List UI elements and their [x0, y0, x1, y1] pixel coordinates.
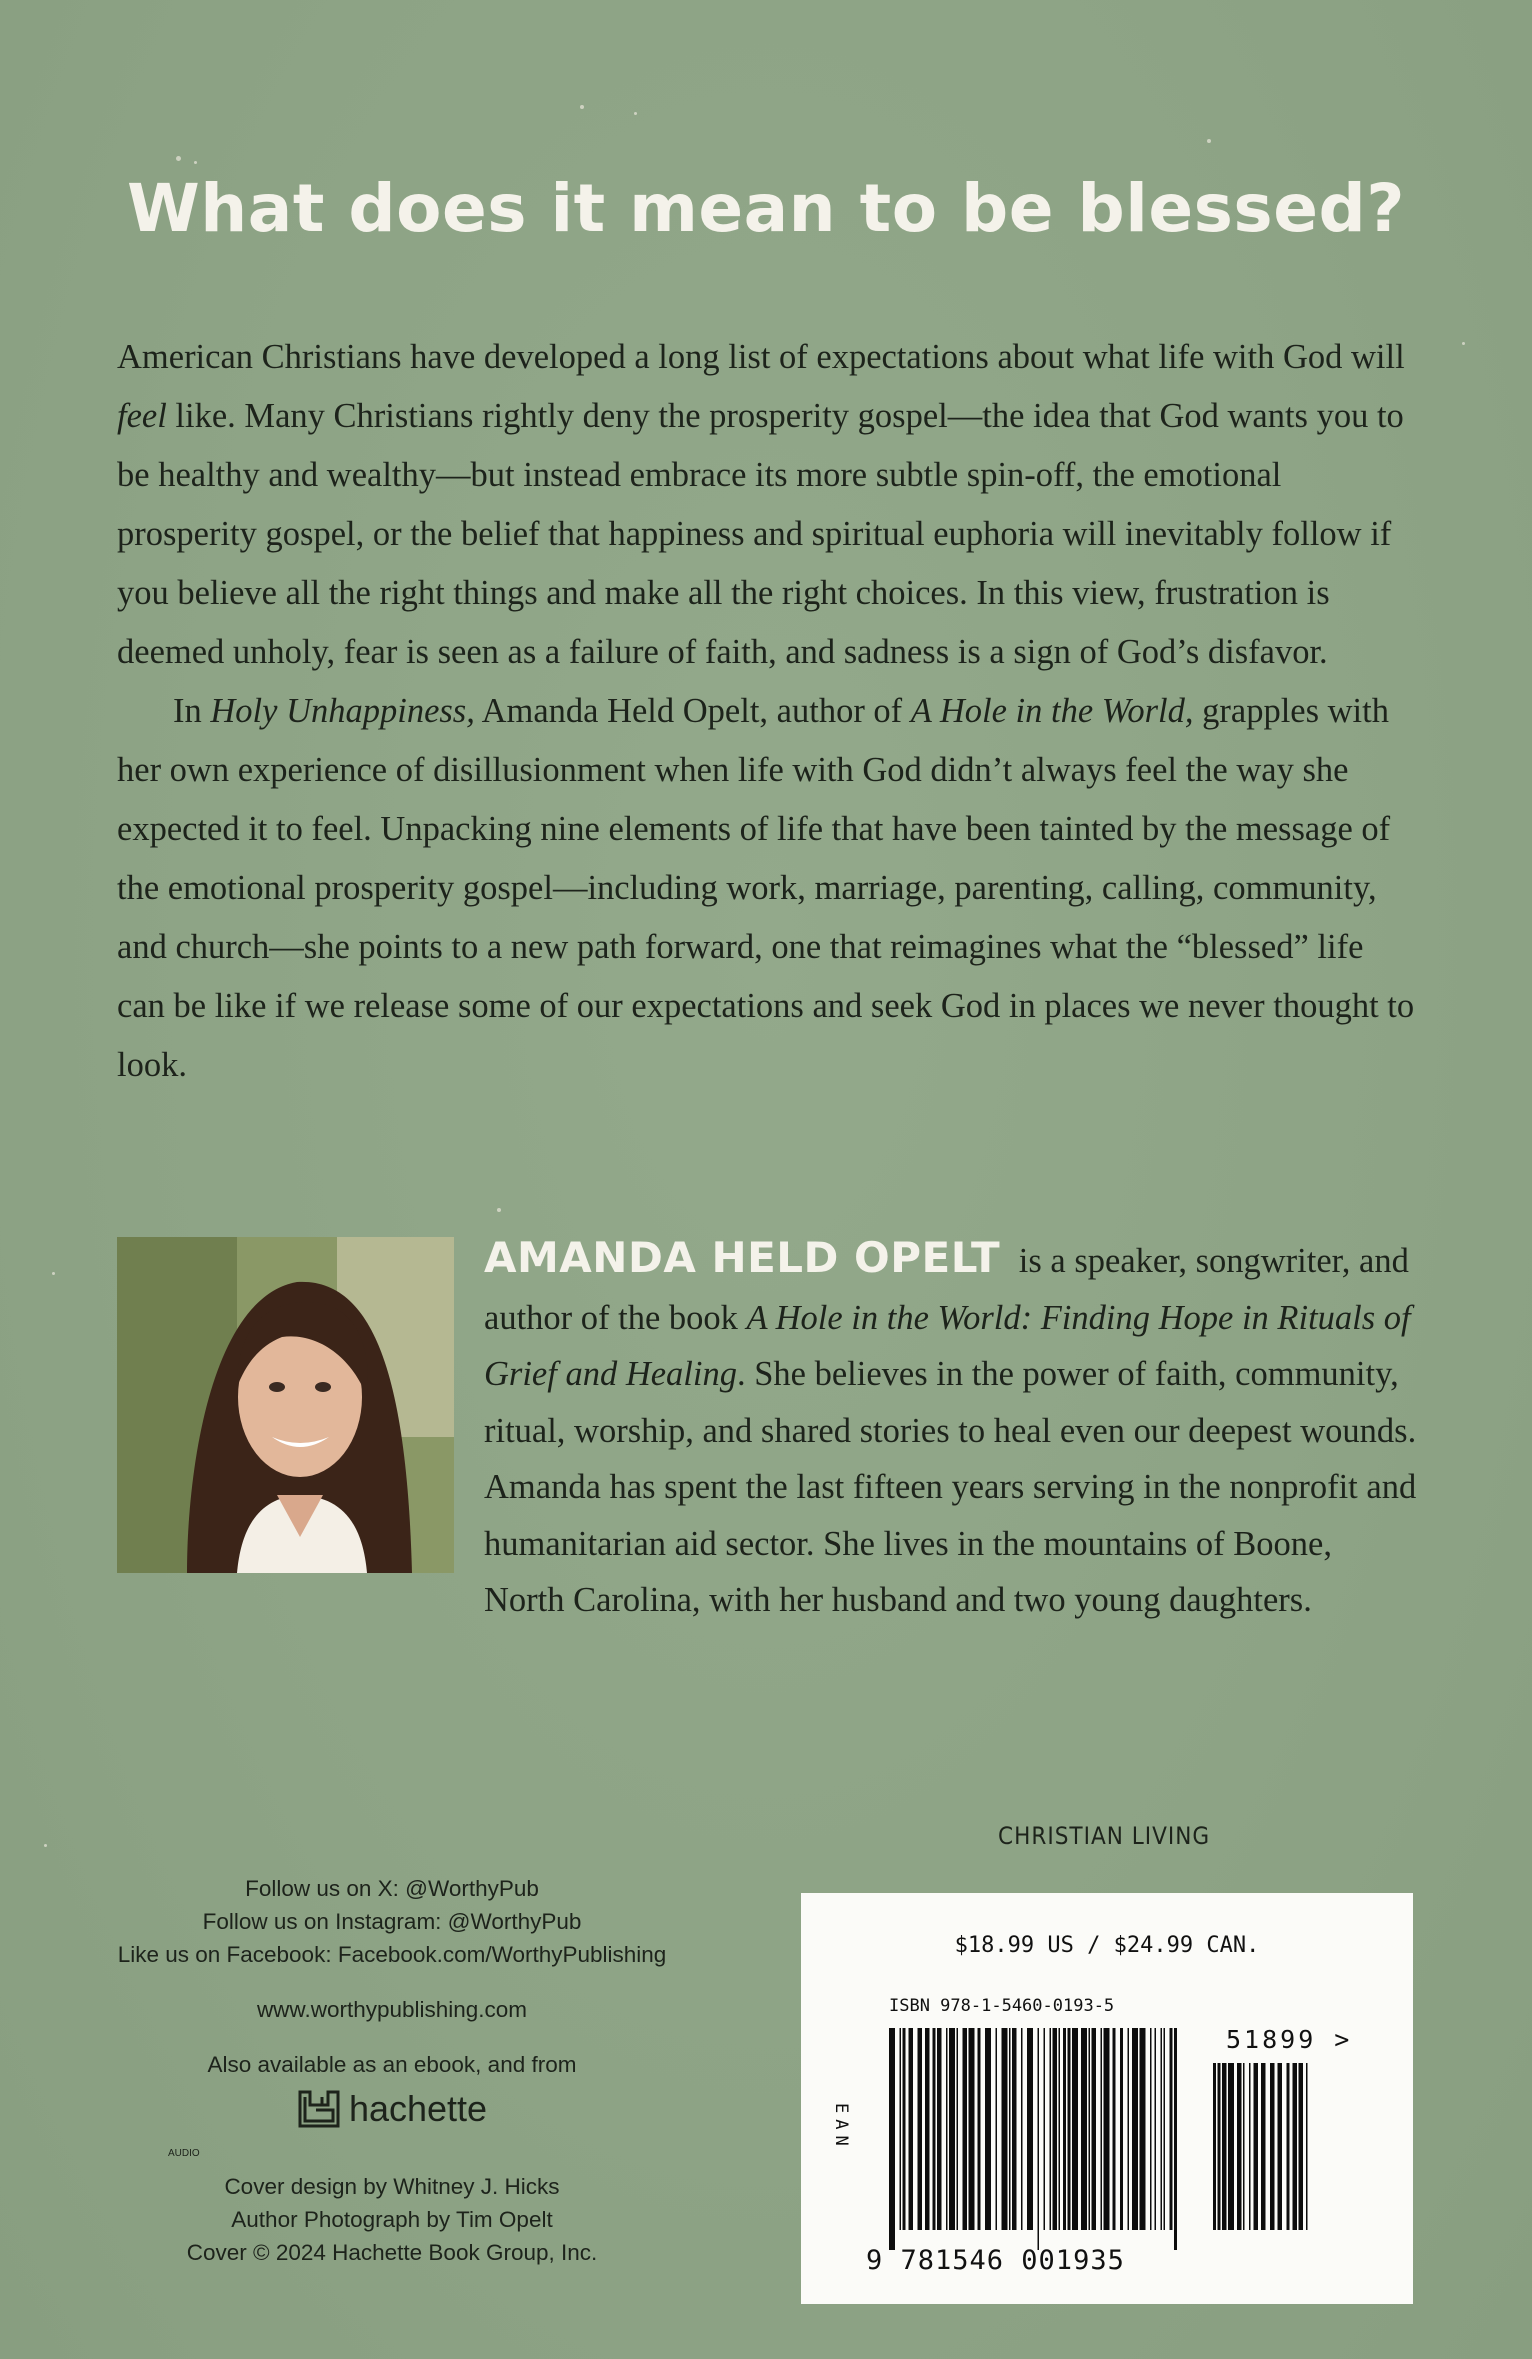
price: $18.99 US / $24.99 CAN.	[954, 1933, 1260, 1958]
barcode-bar	[1009, 2028, 1011, 2230]
barcode-bar	[1170, 2028, 1173, 2230]
also-available: Also available as an ebook, and from	[207, 2052, 577, 2077]
barcode-bar	[1254, 2063, 1259, 2230]
barcode-bar	[1120, 2028, 1123, 2230]
hachette-logo-icon	[297, 2089, 341, 2129]
barcode-bar	[946, 2028, 948, 2230]
barcode-bar	[1237, 2063, 1242, 2230]
description-paragraph-2	[117, 682, 1417, 1095]
barcode-bar	[1299, 2063, 1304, 2230]
barcode-bar	[996, 2028, 998, 2230]
barcode-bar	[1228, 2063, 1234, 2230]
bio-text: is a speaker, songwriter, and author of the book	[484, 1242, 1409, 1337]
author-name: AMANDA HELD OPELT	[484, 1233, 1001, 1282]
hachette-wordmark: hachette	[348, 2088, 488, 2129]
dust-speck	[176, 156, 181, 161]
barcode-bar	[1132, 2028, 1138, 2230]
description-text: In	[173, 692, 211, 730]
barcode-bar	[1038, 2028, 1040, 2250]
barcode-bar	[900, 2028, 902, 2230]
barcode-bar	[918, 2028, 923, 2230]
barcode-bar	[1174, 2028, 1177, 2250]
dust-speck	[1462, 342, 1465, 345]
barcode-bar	[1113, 2028, 1116, 2230]
barcode-bar	[985, 2028, 991, 2230]
publisher-website: www.worthypublishing.com	[256, 1997, 528, 2022]
barcode-bar	[1293, 2063, 1298, 2230]
emphasis-feel: feel	[117, 397, 167, 435]
barcode-bar	[1012, 2028, 1017, 2230]
barcode-bar	[1243, 2063, 1245, 2230]
price-addon-barcode	[1213, 2063, 1393, 2250]
cover-design-credit: Cover design by Whitney J. Hicks	[224, 2174, 560, 2199]
addon-digits: 51899 >	[1226, 2025, 1353, 2054]
hachette-audio-label: AUDIO	[168, 2148, 200, 2159]
spacer	[112, 2026, 672, 2048]
description-text: like. Many Christians rightly deny the prosperity gospel—the idea that God wants you to be healthy and wealthy—but instead embrace its more subtle spin-off, the emotional prosperity gospel, or the belief that happiness and spiritual euphoria will inevitably follow if you believe all the right things and make all the right choices. In this view, frustration is deemed unholy, fear is seen as a failure of faith, and sadness is a sign of God’s disfavor.	[117, 397, 1404, 671]
barcode-bar	[1249, 2063, 1251, 2230]
barcode-bar	[957, 2028, 959, 2230]
barcode-bar	[1140, 2028, 1146, 2230]
copyright: Cover © 2024 Hachette Book Group, Inc.	[186, 2240, 598, 2265]
barcode-bar	[933, 2028, 936, 2230]
barcode-bar	[1092, 2028, 1097, 2230]
barcode-bar	[1081, 2028, 1087, 2230]
barcode-bar	[1053, 2028, 1058, 2230]
barcode-bar	[925, 2028, 930, 2230]
barcode-bar	[1044, 2028, 1046, 2230]
barcode-bar	[1270, 2063, 1275, 2230]
hachette-logo	[297, 2089, 487, 2129]
barcode-bar	[1002, 2028, 1008, 2230]
barcode-bar	[1164, 2028, 1166, 2230]
ean-digits: 9 781546 001935	[866, 2245, 1125, 2276]
barcode-bar	[1027, 2028, 1033, 2230]
book-description	[117, 328, 1417, 1095]
barcode-bar	[909, 2028, 914, 2230]
isbn: ISBN 978-1-5460-0193-5	[889, 1996, 1115, 2016]
bio-book-title: A Hole in the World: Finding Hope in Rituals of Grief and Healing	[484, 1298, 1411, 1393]
author-photo	[117, 1237, 454, 1573]
dust-speck	[497, 1208, 501, 1212]
barcode-box	[801, 1893, 1413, 2304]
barcode-bar	[1104, 2028, 1110, 2230]
barcode-bar	[1050, 2028, 1052, 2230]
follow-x: Follow us on X: @WorthyPub	[245, 1876, 539, 1901]
barcode-bar	[1218, 2063, 1221, 2230]
book-title-holy-unhappiness: Holy Unhappiness,	[210, 692, 475, 730]
hachette-audio-logo	[112, 2081, 672, 2170]
barcode-bar	[1287, 2063, 1290, 2230]
barcode-bar	[1213, 2063, 1216, 2230]
description-paragraph-1	[117, 328, 1417, 682]
dust-speck	[580, 105, 584, 109]
barcode-bar	[969, 2028, 975, 2230]
publisher-info	[112, 1872, 672, 2269]
dust-speck	[1207, 139, 1211, 143]
description-text: grapples with her own experience of disillusionment when life with God didn’t always feel the way she expected it to feel. Unpacking nine elements of life that have been tainted by the message of the emotional prosperity gospel—including work, marriage, parenting, calling, community, and church—she points to a new path forward, one that reimagines what the “blessed” life can be like if we release some of our expectations and seek God in places we never thought to look.	[117, 692, 1415, 1084]
author-photo-credit: Author Photograph by Tim Opelt	[231, 2207, 553, 2232]
spacer	[112, 1971, 672, 1993]
barcode-bar	[1150, 2028, 1152, 2230]
barcode-bar	[903, 2028, 906, 2230]
headline: What does it mean to be blessed?	[127, 170, 1405, 247]
dust-speck	[634, 112, 637, 115]
follow-facebook: Like us on Facebook: Facebook.com/WorthyPublishing	[117, 1942, 667, 1967]
barcode-bar	[1072, 2028, 1078, 2230]
barcode-bar	[1261, 2063, 1266, 2230]
barcode-bar	[1155, 2028, 1157, 2230]
barcode-bar	[1021, 2028, 1023, 2230]
description-text: American Christians have developed a long list of expectations about what life with God will	[117, 338, 1405, 376]
barcode-bar	[1068, 2028, 1071, 2230]
description-text: Amanda Held Opelt, author of	[474, 692, 911, 730]
barcode-bar	[1128, 2028, 1130, 2230]
barcode-bar	[949, 2028, 955, 2230]
barcode-bar	[1059, 2028, 1061, 2230]
dust-speck	[44, 1844, 47, 1847]
category-label: CHRISTIAN LIVING	[998, 1822, 1211, 1850]
ean-label: EAN	[831, 2103, 851, 2152]
book-title-a-hole-in-the-world: A Hole in the World,	[910, 692, 1194, 730]
author-portrait-illustration	[117, 1237, 454, 1573]
bio-text: . She believes in the power of faith, community, ritual, worship, and shared stories to heal even our deepest wounds. Amanda has spent the last fifteen years serving in the nonprofit and humanitarian aid sector. She lives in the mountains of Boone, North Carolina, with her husband and two young daughters.	[484, 1355, 1417, 1619]
follow-instagram: Follow us on Instagram: @WorthyPub	[202, 1909, 582, 1934]
barcode-bar	[1089, 2028, 1091, 2230]
barcode-bar	[1278, 2063, 1283, 2230]
author-bio	[117, 1230, 1417, 1629]
barcode-bar	[1161, 2028, 1163, 2230]
barcode-bar	[1222, 2063, 1227, 2230]
dust-speck	[194, 161, 197, 164]
barcode-bar	[1063, 2028, 1066, 2230]
dust-speck	[52, 1272, 55, 1275]
barcode-bar	[963, 2028, 968, 2230]
ean-barcode	[889, 2028, 1189, 2250]
barcode-bar	[1101, 2028, 1103, 2230]
barcode-bar	[937, 2028, 942, 2230]
barcode-bar	[889, 2028, 895, 2250]
barcode-bar	[1306, 2063, 1308, 2230]
barcode-bar	[978, 2028, 981, 2230]
